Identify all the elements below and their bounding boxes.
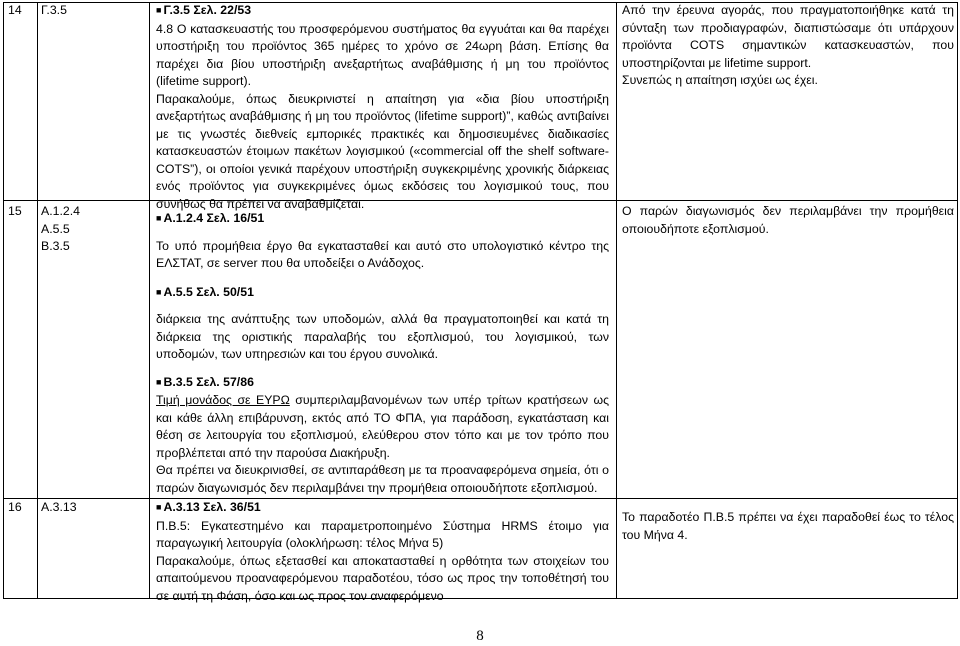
question-paragraph: Τιμή μονάδος σε ΕΥΡΩ συμπεριλαμβανομένων των υπέρ τρίτων κρατήσεων ως και κάθε άλλη επιβάρυνση, εκτός από ΤΟ ΦΠΑ, για παράδοση, εγκατάσταση και θέση σε λειτουργία του εξοπλισμού, ελεύθερου στον τόπο και με τον τρόπο που προβλέπεται από την παρούσα Διακήρυξη. — [156, 393, 609, 460]
question-heading: ■ Γ.3.5 Σελ. 22/53 — [156, 3, 252, 17]
question-text — [156, 2, 609, 213]
table-border-right — [957, 2, 958, 599]
reference-item: Β.3.5 — [41, 239, 70, 253]
answer-paragraph: Από την έρευνα αγοράς, που πραγματοποιήθηκε κατά τη σύνταξη των προδιαγραφών, διαπιστώσαμε ότι υπάρχουν προϊόντα COTS σημαντικών κατασκευαστών, που υποστηρίζονται με lifetime support. — [622, 3, 954, 70]
bullet-icon: ■ — [156, 5, 162, 15]
answer-text — [622, 509, 954, 544]
question-heading: ■ Α.5.5 Σελ. 50/51 — [156, 284, 254, 299]
row-number: 16 — [8, 500, 22, 514]
underlined-term: Τιμή μονάδος σε ΕΥΡΩ — [156, 393, 290, 407]
table-border-left — [3, 2, 4, 599]
section-reference: Α.3.13 — [41, 500, 77, 514]
question-text — [156, 499, 609, 605]
question-heading: ■ Α.3.13 Σελ. 36/51 — [156, 500, 261, 514]
question-heading: ■ Α.1.2.4 Σελ. 16/51 — [156, 211, 265, 225]
answer-text — [622, 203, 954, 238]
reference-item: Α.1.2.4 — [41, 204, 80, 218]
answer-paragraph: Το παραδοτέο Π.Β.5 πρέπει να έχει παραδοθεί έως το τέλος του Μήνα 4. — [622, 510, 954, 542]
bullet-icon: ■ — [156, 376, 162, 387]
bullet-icon: ■ — [156, 213, 162, 223]
question-paragraph: διάρκεια της ανάπτυξης των υποδομών, αλλά θα πραγματοποιηθεί και κατά τη διάρκεια της οριστικής παραλαβής του εξοπλισμού, του λογισμικού, των υποδομών, των υπηρεσιών και του έργου συνολικά. — [156, 312, 609, 361]
column-separator — [37, 2, 38, 599]
column-separator — [149, 2, 150, 599]
reference-item: Α.5.5 — [41, 221, 70, 236]
bullet-icon: ■ — [156, 286, 162, 297]
question-body: Παρακαλούμε, όπως διευκρινιστεί η απαίτηση για «δια βίου υποστήριξη ανεξαρτήτως αναβάθμισης ή μη του προϊόντος (lifetime support)”, καθώς αντιβαίνει με τις γνωστές διεθνείς εμπορικές πρακτικές και δημοσιευμένες διαδικασίες κατασκευαστών έτοιμων πακέτων λογισμικού («commercial off the shelf software- COTS”), οι οποίοι γενικά παρέχουν υποστήριξη συγκεκριμένης χρονικής διάρκειας ενός προϊόντος για συγκεκριμένες όμως εκδόσεις του λογισμικού τους, που συνήθως θα πρέπει να αναβαθμίζεται. — [156, 91, 609, 211]
question-paragraph: Το υπό προμήθεια έργο θα εγκατασταθεί και αυτό στο υπολογιστικό κέντρο της ΕΛΣΤΑΤ, σε server που θα υποδείξει ο Ανάδοχος. — [156, 238, 609, 270]
question-paragraph: Παρακαλούμε, όπως εξετασθεί και αποκατασταθεί η ορθότητα των στοιχείων του απαιτούμενου προαναφερόμενου παραδοτέου, τόσο ως προς την τοποθέτησή του σε αυτή τη Φάση, όσο και ως προς τον αναφερόμενο — [156, 553, 609, 603]
question-text — [156, 210, 609, 497]
question-heading: ■ Β.3.5 Σελ. 57/86 — [156, 374, 254, 389]
page-number: 8 — [476, 628, 484, 644]
row-number: 14 — [8, 3, 22, 17]
row-number: 15 — [8, 204, 22, 218]
bullet-icon: ■ — [156, 502, 162, 512]
answer-text — [622, 2, 954, 90]
clarifications-table — [3, 2, 958, 603]
quoted-requirement: 4.8 Ο κατασκευαστής του προσφερόμενου συστήματος θα εγγυάται και θα παρέχει υποστήριξη του προϊόντος 365 ημέρες το χρόνο σε 24ωρη βάση. Επίσης θα παρέχει δια βίου υποστήριξη ανεξαρτήτως αναβάθμισης ή μη του προϊόντος (lifetime support). — [156, 21, 609, 88]
question-paragraph: Θα πρέπει να διευκρινισθεί, σε αντιπαράθεση με τα προαναφερόμενα σημεία, ότι ο παρών διαγωνισμός δεν περιλαμβάνει την προμήθεια οποιουδήποτε εξοπλισμού. — [156, 463, 609, 495]
answer-paragraph: Ο παρών διαγωνισμός δεν περιλαμβάνει την προμήθεια οποιουδήποτε εξοπλισμού. — [622, 204, 954, 236]
question-paragraph: Π.Β.5: Εγκατεστημένο και παραμετροποιημένο Σύστημα HRMS έτοιμο για παραγωγική λειτουργία (ολοκλήρωση: τέλος Μήνα 5) — [156, 518, 609, 550]
column-separator — [616, 2, 617, 599]
answer-paragraph: Συνεπώς η απαίτηση ισχύει ως έχει. — [622, 73, 818, 87]
section-reference — [41, 203, 147, 256]
section-reference: Γ.3.5 — [41, 3, 67, 17]
